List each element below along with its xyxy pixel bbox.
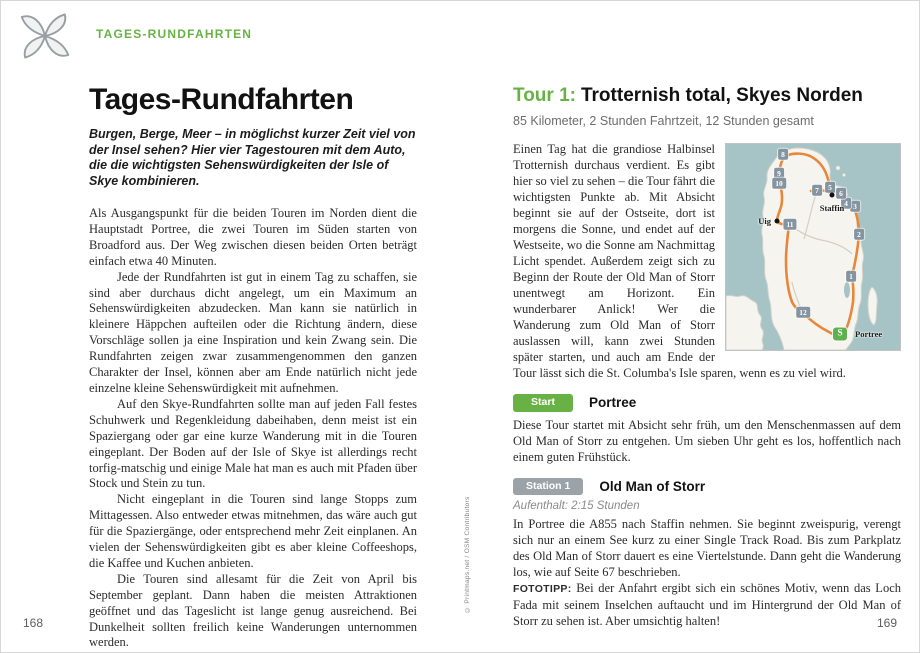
map-waypoint-2: 2 bbox=[854, 229, 864, 240]
tour-heading bbox=[513, 85, 901, 107]
start-row bbox=[513, 394, 901, 412]
body-paragraph: Auf den Skye-Rundfahrten sollte man auf jeden Fall festes Schuhwerk und Regenkleidung dabeihaben, denn meist ist ein Spaziergang oder gar eine kurze Wanderung mit in die Touren eingeplant. Der Boden auf der Isle of Skye ist allerdings recht torfig-matschig und einige Male hat man es auch mit Pfaden über Stock und Stein zu tun. bbox=[89, 396, 417, 491]
tour-intro-text: Einen Tag hat die grandiose Halbinsel Trotternish durchaus verdient. Es gibt hier so viel zu sehen – die Tour fährt die wichtigsten Punkte ab. Mit Absicht beginnt sie auf der Ostseite, dort ist morgens die Sonne, und endet auf der Westseite, wo die Sonne am Nachmittag Licht spendet. Außerdem zeigt sich zu Beginn der Route der Old Man of Storr unentwegt am Horizont. Ein wunderbarer Anlick! Wer die Wanderung zum Old Man of Storr auslassen will, kann zwei Stunden später starten, und auch am Ende der Tour lässt sich die St. Columba's Isle sparen, wenn es zu viel wird. bbox=[513, 142, 846, 380]
publisher-knot-logo bbox=[17, 11, 73, 61]
body-paragraph: Jede der Rundfahrten ist gut in einem Tag zu schaffen, sie sind aber durchaus dicht angelegt, um ein Maximum an Sehenswürdigkeiten abzudecken. Man kann sie natürlich in kleinere Häppchen aufteilen oder die Richtung ändern, diese Vorschläge sollen ja eine Inspiration und kein Zwang sein. Die Rundfahrten zeigen zwar zusammengenommen den ganzen Charakter der Insel, können aber am Ende natürlich nicht jede einzelne kleine Sehenswürdigkeit mit aufnehmen. bbox=[89, 269, 417, 395]
station1-text: In Portree die A855 nach Staffin nehmen. Sie beginnt zweispurig, verengt sich nur an einem See kurz zu einer Single Track Road. Bis zum Parkplatz des Old Man of Storr dauert es eine Viertelstunde. Dann geht die Wanderung los, wie auf Seite 67 beschrieben. bbox=[513, 517, 901, 579]
map-town-label-staffin: Staffin bbox=[819, 203, 845, 213]
station1-fototipp bbox=[513, 580, 901, 629]
left-page bbox=[89, 83, 417, 651]
map-waypoint-12: 12 bbox=[796, 307, 810, 318]
tour-intro-block bbox=[513, 141, 901, 381]
body-paragraph: Als Ausgangspunkt für die beiden Touren im Norden dient die Hauptstadt Portree, die zwei Touren im Süden starten von Broadford aus. Der Weg zwischen diesen beiden Orten beträgt einfach etwa 40 Minuten. bbox=[89, 206, 417, 268]
map-waypoint-7: 7 bbox=[812, 185, 822, 196]
map-waypoint-1: 1 bbox=[846, 271, 856, 282]
map-town-label-uig: Uig bbox=[758, 216, 771, 226]
map-overlay-layer bbox=[726, 144, 900, 350]
map-waypoint-6: 6 bbox=[836, 188, 846, 199]
chapter-body bbox=[89, 206, 417, 651]
page-number-right: 169 bbox=[876, 616, 897, 630]
map-town-dot-staffin bbox=[830, 193, 835, 198]
start-name: Portree bbox=[589, 395, 637, 411]
start-badge: Start bbox=[513, 394, 573, 412]
body-paragraph: Nicht eingeplant in die Touren sind lange Stopps zum Mittagessen. Also entweder etwas mitnehmen, das wäre auch gut für die Spaziergänge, oder entsprechend mehr Zeit einplanen. An vielen der Sehenswürdigkeiten gibt es aber kleine Coffeeshops, die Kaffee und Kuchen anbieten. bbox=[89, 492, 417, 570]
station1-name: Old Man of Storr bbox=[599, 478, 706, 494]
route-map bbox=[725, 143, 901, 351]
map-town-dot-uig bbox=[775, 219, 780, 224]
map-waypoint-9: 9 bbox=[774, 168, 784, 179]
fototipp-text: Bei der Anfahrt ergibt sich ein schönes Motiv, wenn das Loch Fada mit seinem Inselchen auftaucht und im Hintergrund der Old Man of Storr zu sehen ist. Aber umsichtig halten! bbox=[513, 581, 901, 628]
tour-facts: 85 Kilometer, 2 Stunden Fahrtzeit, 12 Stunden gesamt bbox=[513, 114, 814, 128]
page-number-left: 168 bbox=[23, 616, 44, 630]
station1-badge: Station 1 bbox=[513, 478, 583, 496]
map-waypoint-3: 3 bbox=[850, 201, 860, 212]
tour-title: Trotternish total, Skyes Norden bbox=[580, 85, 863, 106]
page-kicker: TAGES-RUNDFAHRTEN bbox=[96, 27, 253, 41]
fototipp-label: FOTOTIPP: bbox=[513, 583, 572, 595]
chapter-title: Tages-Rundfahrten bbox=[89, 83, 354, 116]
map-start-marker: S bbox=[833, 328, 847, 341]
map-copyright: © Printmaps.net / OSM Contributors bbox=[464, 496, 471, 613]
map-waypoint-10: 10 bbox=[772, 178, 786, 189]
station1-duration: Aufenthalt: 2:15 Stunden bbox=[513, 500, 640, 512]
map-town-label-portree: Portree bbox=[855, 329, 883, 339]
map-waypoint-11: 11 bbox=[783, 219, 796, 230]
right-page bbox=[513, 85, 901, 629]
body-paragraph: Die Touren sind allesamt für die Zeit von April bis September geplant. Dann haben die meisten Attraktionen geöffnet und das Tageslicht ist lange genug ausreichend. Bei Dunkelheit sollten freilich keine Wanderungen unternommen werden. bbox=[89, 571, 417, 650]
chapter-intro: Burgen, Berge, Meer – in möglichst kurzer Zeit viel von der Insel sehen? Hier vier Tagestouren mit dem Auto, die die wichtigsten Sehenswürdigkeiten der Isle of Skye kombinieren. bbox=[89, 127, 416, 188]
start-text: Diese Tour startet mit Absicht sehr früh, um den Menschenmassen auf dem Old Man of Storr zu entgehen. Um sieben Uhr geht es los, hoffentlich nach einem guten Frühstück. bbox=[513, 417, 901, 464]
map-waypoint-8: 8 bbox=[778, 149, 788, 160]
map-waypoint-5: 5 bbox=[825, 182, 835, 193]
station1-row bbox=[513, 478, 901, 496]
tour-number: Tour 1: bbox=[513, 85, 576, 106]
map-waypoint-4: 4 bbox=[841, 198, 851, 209]
